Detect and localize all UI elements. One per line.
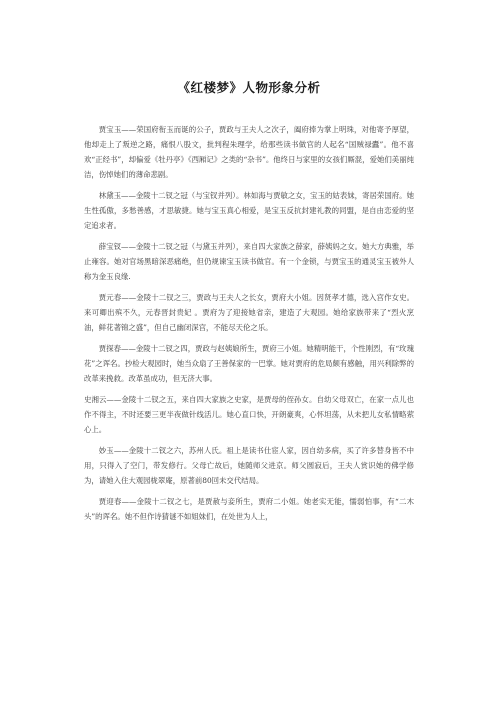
paragraph-miaoyu: 妙玉——金陵十二钗之六，苏州人氏。祖上是读书仕宦人家，因自幼多病，买了许多替身皆不中用，只得入了空门，带发修行。父母亡故后，她随师父进京。师父圆寂后，王夫人赏识她的佛学修为，请她入住大观园栊翠庵，原著前80回未交代结局。 (84, 446, 414, 485)
paragraph-jia-yuanchun: 贾元春——金陵十二钗之三，贾政与王夫人之长女，贾府大小姐。因贤孝才德，选入宫作女史。来可卿出殡不久，元春晋封贵妃 。贾府为了迎接她省亲，建造了大观园。她给家族带来了“烈火烹油，鲜花著锦之盛”，但自己幽闭深宫，不能尽天伦之乐。 (84, 293, 414, 332)
paragraph-shi-xiangyun: 史湘云——金陵十二钗之五，来自四大家族之史家，是贾母的侄孙女。自幼父母双亡，在家一点儿也作不得主，不时还要三更半夜做针线活儿。她心直口快，开朗豪爽，心怀坦荡，从未把儿女私情略萦心上。 (84, 395, 414, 434)
document-title: 《红楼梦》人物形象分析 (177, 80, 321, 95)
paragraph-jia-tanchun: 贾探春——金陵十二钗之四，贾政与赵姨娘所生，贾府三小姐。她精明能干，个性刚烈，有“玫瑰花”之诨名。抄检大观园时，她当众扇了王善保家的一巴掌。她对贾府的危局颇有感触，用兴利除弊的改革来挽救。改革虽成功，但无济大事。 (84, 344, 414, 383)
paragraph-xue-baochai: 薛宝钗——金陵十二钗之冠（与黛玉并列），来自四大家族之薛家，薛姨妈之女。她大方典雅，举止雍容。她对官场黑暗深恶痛绝，但仍规谏宝玉读书做官。有一个金锁，与贾宝玉的通灵宝玉被外人称为金玉良缘. (84, 242, 414, 281)
paragraph-lin-daiyu: 林黛玉——金陵十二钗之冠（与宝钗并列）。林如海与贾敏之女，宝玉的姑表妹，寄居荣国府。她生性孤傲，多愁善感，才思敏捷。她与宝玉真心相爱，是宝玉反抗封建礼教的同盟，是自由恋爱的坚定追求者。 (84, 191, 414, 230)
paragraph-jia-baoyu: 贾宝玉——荣国府衔玉而诞的公子，贾政与王夫人之次子，阖府捧为掌上明珠，对他寄予厚望，他却走上了叛逆之路，痛恨八股文，批判程朱理学，给那些读书做官的人起名“国贼禄蠹”。他不喜欢“正经书”，却偏爱《牡丹亭》《西厢记》之类的“杂书”。他终日与家里的女孩们厮混，爱她们美丽纯洁，伤悼她们的薄命悲剧。 (84, 125, 414, 179)
paragraph-jia-yingchun: 贾迎春——金陵十二钗之七，是贾赦与妾所生，贾府二小姐。她老实无能，懦弱怕事，有“二木头”的诨名。她不但作诗猜谜不如姐妹们，在处世为人上， (84, 497, 414, 521)
